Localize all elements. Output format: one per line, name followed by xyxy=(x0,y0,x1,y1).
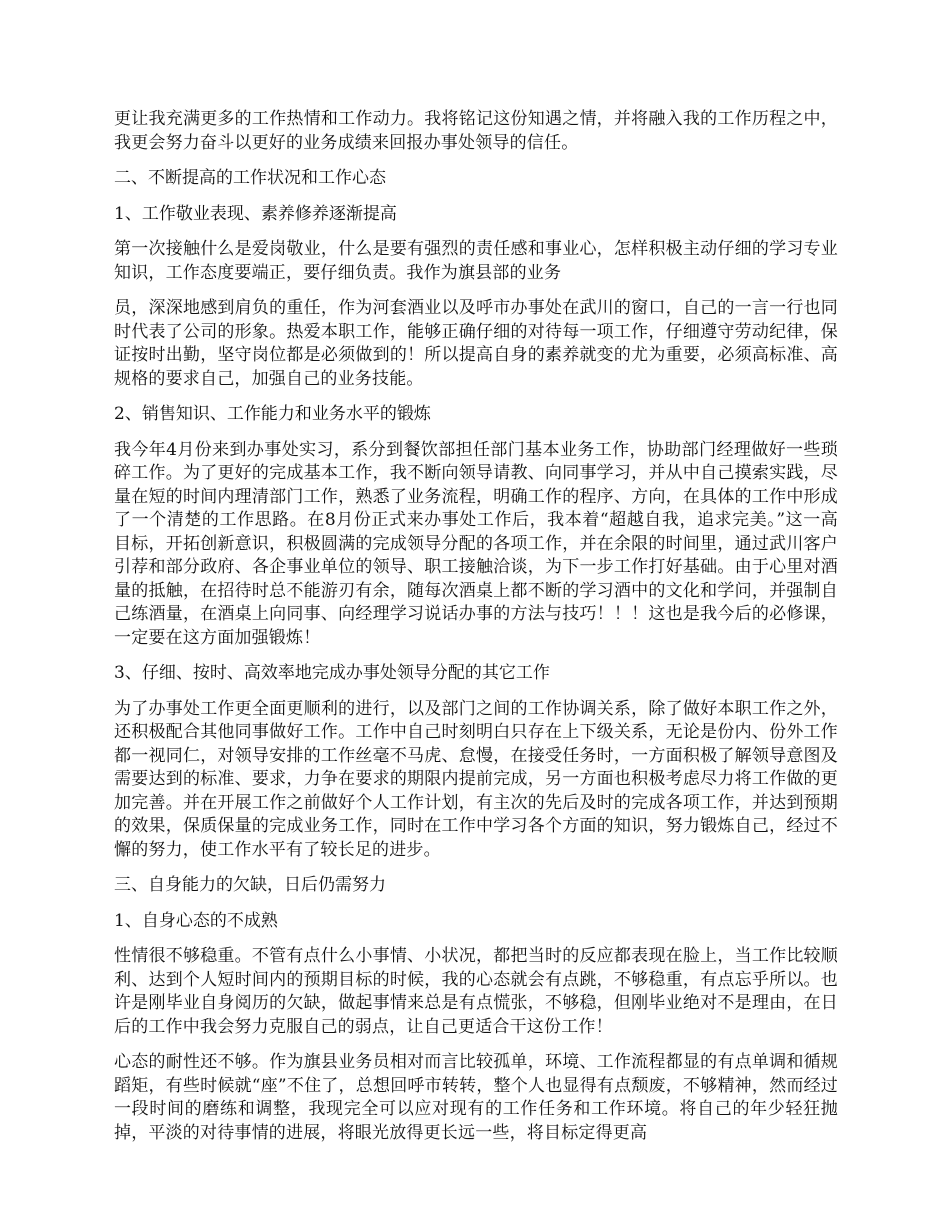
subheading-3-1: 1、自身心态的不成熟 xyxy=(114,910,278,931)
section-heading-3: 三、自身能力的欠缺，日后仍需努力 xyxy=(114,875,386,895)
paragraph-dedication-part2: 员，深深地感到肩负的重任，作为河套酒业以及呼市办事处在武川的窗口，自己的一言一行也同时代表了公司的形象。热爱本职工作，能够正确仔细的对待每一项工作，仔细遵守劳动纪律，保证按时出勤，坚守岗位都是必须做到的！所以提高自身的素养就变的尤为重要，必须高标准、高规格的要求自己，加强自己的业务技能。 xyxy=(114,298,838,389)
paragraph-sales-training: 我今年4月份来到办事处实习，系分到餐饮部担任部门基本业务工作，协助部门经理做好一些琐碎工作。为了更好的完成基本工作，我不断向领导请教、向同事学习，并从中自己摸索实践，尽量在短的时间内理清部门工作，熟悉了业务流程，明确工作的程序、方向，在具体的工作中形成了一个清楚的工作思路。在8月份正式来办事处工作后，我本着“超越自我，追求完美。”这一高目标，开拓创新意识，积极圆满的完成领导分配的各项工作，并在余限的时间里，通过武川客户引荐和部分政府、各企事业单位的领导、职工接触洽谈，为下一步工作打好基础。由于心里对酒量的抵触，在招待时总不能游刃有余，随每次酒桌上都不断的学习酒中的文化和学问，并强制自己练酒量，在酒桌上向同事、向经理学习说话办事的方法与技巧！！！这也是我今后的必修课，一定要在这方面加强锻炼！ xyxy=(114,439,838,648)
subheading-2-3: 3、仔细、按时、高效率地完成办事处领导分配的其它工作 xyxy=(114,663,550,683)
paragraph-intro: 更让我充满更多的工作热情和工作动力。我将铭记这份知遇之情，并将融入我的工作历程之中，我更会努力奋斗以更好的业务成绩来回报办事处领导的信任。 xyxy=(114,109,838,153)
paragraph-patience: 心态的耐性还不够。作为旗县业务员相对而言比较孤单，环境、工作流程都显的有点单调和循规蹈矩，有些时候就“座”不住了，总想回呼市转转，整个人也显得有点颓废，不够精神，然而经过一段时间的磨练和调整，我现完全可以应对现有的工作任务和工作环境。将自己的年少轻狂抛掉，平淡的对待事情的进展，将眼光放得更长远一些，将目标定得更高 xyxy=(114,1052,838,1143)
paragraph-other-work: 为了办事处工作更全面更顺利的进行，以及部门之间的工作协调关系，除了做好本职工作之外，还积极配合其他同事做好工作。工作中自己时刻明白只存在上下级关系，无论是份内、份外工作都一视同仁，对领导安排的工作丝毫不马虎、怠慢，在接受任务时，一方面积极了解领导意图及需要达到的标准、要求，力争在要求的期限内提前完成，另一方面也积极考虑尽力将工作做的更加完善。并在开展工作之前做好个人工作计划，有主次的先后及时的完成各项工作，并达到预期的效果，保质保量的完成业务工作，同时在工作中学习各个方面的知识，努力锻炼自己，经过不懈的努力，使工作水平有了较长足的进步。 xyxy=(114,698,838,860)
subheading-2-2: 2、销售知识、工作能力和业务水平的锻炼 xyxy=(114,404,431,424)
subheading-2-1: 1、工作敬业表现、素养修养逐渐提高 xyxy=(114,203,397,224)
document-page xyxy=(114,108,838,1157)
paragraph-temperament: 性情很不够稳重。不管有点什么小事情、小状况，都把当时的反应都表现在脸上，当工作比较顺利、达到个人短时间内的预期目标的时候，我的心态就会有点跳，不够稳重，有点忘乎所以。也许是刚毕业自身阅历的欠缺，做起事情来总是有点慌张，不够稳，但刚毕业绝对不是理由，在日后的工作中我会努力克服自己的弱点，让自己更适合干这份工作！ xyxy=(114,946,838,1037)
paragraph-dedication-part1: 第一次接触什么是爱岗敬业，什么是要有强烈的责任感和事业心，怎样积极主动仔细的学习专业知识，工作态度要端正，要仔细负责。我作为旗县部的业务 xyxy=(114,239,838,283)
section-heading-2: 二、不断提高的工作状况和工作心态 xyxy=(114,168,386,188)
